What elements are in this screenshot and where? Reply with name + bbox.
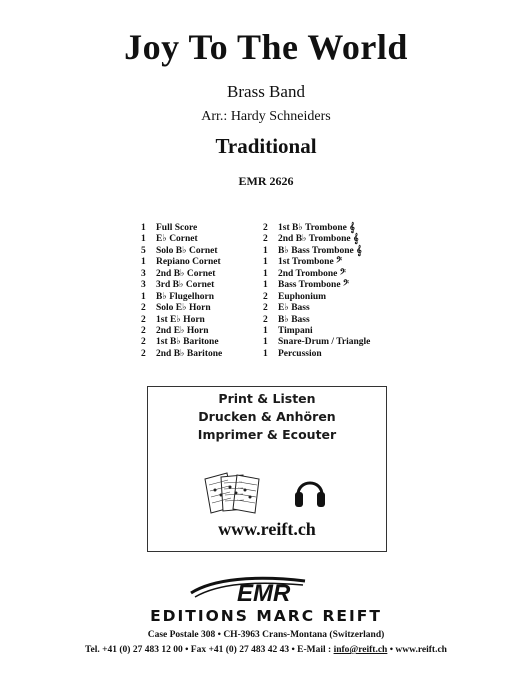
part-quantity: 1 — [141, 223, 146, 233]
part-name: 3rd B♭ Cornet — [156, 280, 215, 291]
part-name: Timpani — [278, 325, 313, 336]
publisher-address: Case Postale 308 • CH-3963 Crans-Montana (Switzerland) — [147, 630, 385, 640]
part-quantity: 5 — [141, 245, 146, 256]
part-name: 1st E♭ Horn — [156, 314, 205, 325]
arranger-credit: Arr.: Hardy Schneiders — [201, 109, 331, 124]
page-title: Joy To The World — [124, 27, 408, 67]
part-name: 2nd B♭ Cornet — [156, 268, 216, 279]
part-name: Bass Trombone 𝄢 — [278, 280, 350, 291]
part-quantity: 1 — [263, 325, 268, 336]
part-quantity: 1 — [263, 337, 268, 348]
part-quantity: 2 — [263, 223, 268, 233]
publisher-name: EDITIONS MARC REIFT — [150, 607, 382, 625]
publisher-contact — [0, 645, 532, 655]
part-name: Euphonium — [278, 291, 327, 302]
part-name: 1st Trombone 𝄢 — [278, 257, 343, 268]
part-name: Solo E♭ Horn — [156, 303, 211, 314]
part-quantity: 2 — [263, 303, 268, 314]
part-name: 1st B♭ Trombone 𝄞 — [278, 223, 355, 233]
emr-logo — [185, 573, 345, 607]
part-quantity: 1 — [263, 257, 268, 268]
part-name: 2nd B♭ Trombone 𝄞 — [278, 234, 359, 245]
part-name: 1st B♭ Baritone — [156, 337, 219, 348]
part-name: B♭ Bass Trombone 𝄞 — [278, 245, 362, 256]
headphones-icon — [293, 471, 327, 511]
catalog-number: EMR 2626 — [238, 174, 294, 188]
part-quantity: 1 — [141, 257, 146, 268]
part-name: B♭ Bass — [278, 314, 310, 325]
part-quantity: 2 — [141, 314, 146, 325]
part-name: 2nd Trombone 𝄢 — [278, 268, 346, 279]
promo-line-imprimer: Imprimer & Ecouter — [197, 427, 337, 442]
sheet-music-icon — [201, 471, 263, 515]
part-name: 2nd B♭ Baritone — [156, 348, 223, 359]
part-name: Snare-Drum / Triangle — [278, 337, 371, 348]
part-quantity: 3 — [141, 268, 146, 279]
promo-website-link[interactable]: www.reift.ch — [218, 519, 316, 539]
part-name: B♭ Flugelhorn — [156, 291, 215, 302]
part-quantity: 1 — [263, 280, 268, 291]
contact-email-link[interactable]: info@reift.ch — [333, 645, 388, 655]
part-quantity: 2 — [141, 325, 146, 336]
part-quantity: 3 — [141, 280, 146, 291]
part-quantity: 1 — [263, 245, 268, 256]
part-quantity: 2 — [263, 314, 268, 325]
composer-credit: Traditional — [215, 134, 317, 158]
print-listen-promo-box — [147, 386, 387, 552]
part-quantity: 1 — [141, 291, 146, 302]
part-quantity: 2 — [263, 234, 268, 245]
part-name: Repiano Cornet — [156, 257, 221, 268]
part-name: Solo B♭ Cornet — [156, 245, 218, 256]
contact-website[interactable]: • www.reift.ch — [387, 645, 447, 655]
promo-line-print-listen: Print & Listen — [218, 391, 316, 406]
part-quantity: 2 — [141, 337, 146, 348]
part-name: 2nd E♭ Horn — [156, 325, 209, 336]
part-quantity: 2 — [263, 291, 268, 302]
part-name: E♭ Bass — [278, 303, 310, 314]
part-name: Percussion — [278, 348, 322, 359]
promo-line-drucken: Drucken & Anhören — [198, 409, 336, 424]
part-quantity: 1 — [141, 234, 146, 245]
ensemble-subtitle: Brass Band — [227, 82, 305, 101]
part-quantity: 1 — [263, 268, 268, 279]
emr-logo-text: EMR — [237, 580, 291, 607]
part-name: E♭ Cornet — [156, 234, 198, 245]
part-quantity: 1 — [263, 348, 268, 359]
part-quantity: 2 — [141, 348, 146, 359]
contact-phone-fax: Tel. +41 (0) 27 483 12 00 • Fax +41 (0) 27 483 42 43 • E-Mail : — [85, 645, 334, 655]
part-quantity: 2 — [141, 303, 146, 314]
part-name: Full Score — [156, 223, 198, 233]
